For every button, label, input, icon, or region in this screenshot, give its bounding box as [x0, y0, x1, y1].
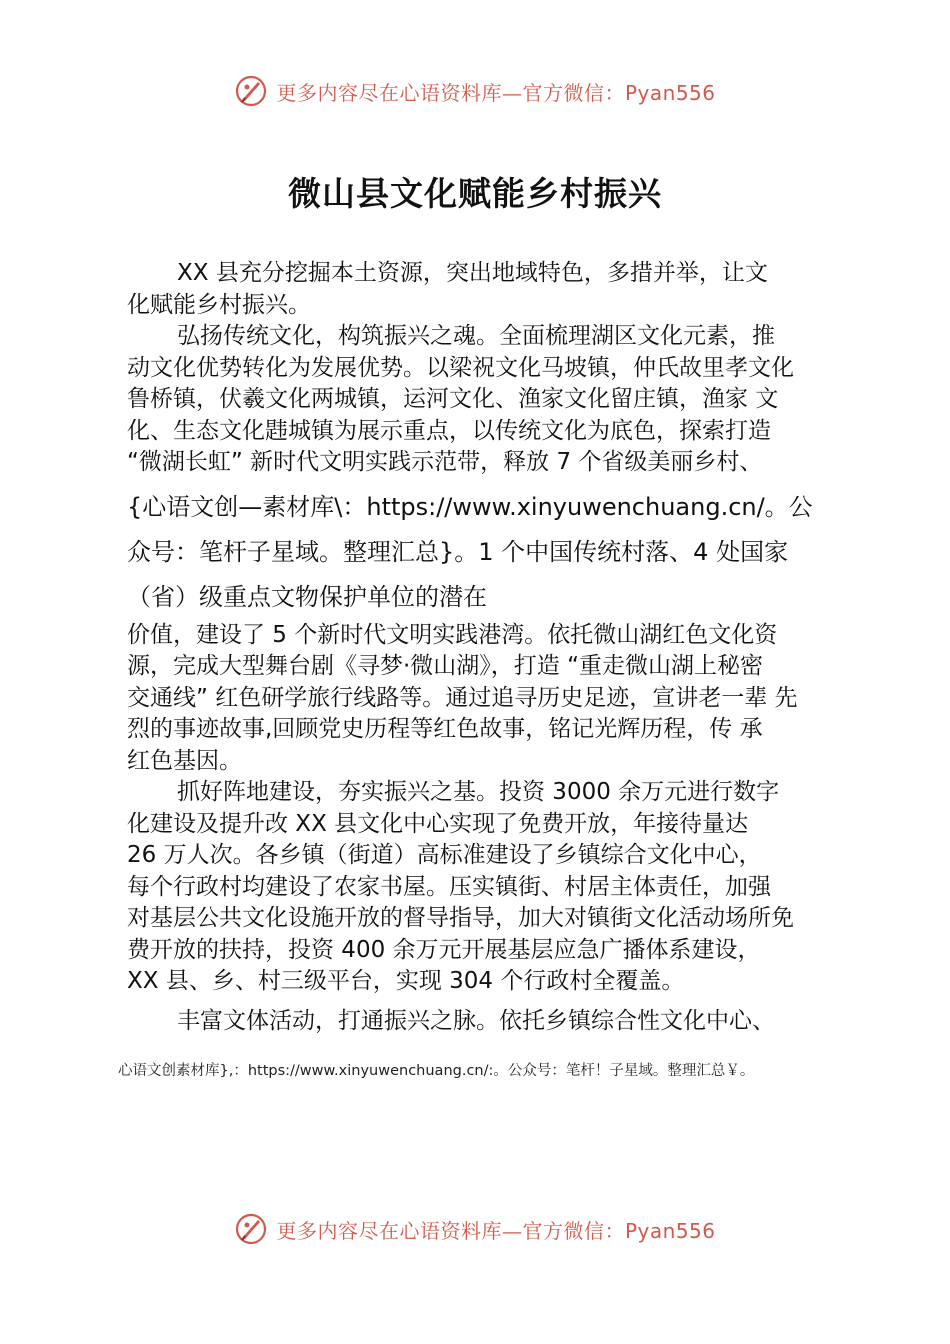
body-line: 烈的事迹故事,回顾党史历程等红色故事，铭记光辉历程，传 承	[127, 716, 763, 742]
body-line: 众号：笔杆子星域。整理汇总}。1 个中国传统村落、4 处国家	[127, 537, 789, 566]
body-line: 红色基因。	[127, 747, 242, 774]
banner-text	[276, 1215, 715, 1244]
banner-wechat-id: Pyan556	[624, 80, 716, 105]
body-line: 价值，建设了 5 个新时代文明实践港湾。依托微山湖红色文化资	[127, 621, 778, 648]
header-banner	[0, 74, 950, 108]
body-line: “微湖长虹” 新时代文明实践示范带，释放 7 个省级美丽乡村、	[127, 449, 763, 475]
body-line: {心语文创—素材库\：https://www.xinyuwenchuang.cn/。公	[127, 492, 813, 521]
banner-text	[276, 77, 715, 106]
body-line: 化赋能乡村振兴。	[127, 291, 311, 318]
body-line: 动文化优势转化为发展优势。以梁祝文化马坡镇，仲氏故里孝文化	[127, 354, 794, 381]
body-line: 26 万人次。各乡镇（街道）高标准建设了乡镇综合文化中心，	[127, 842, 762, 868]
body-line: 鲁桥镇，伏羲文化两城镇，运河文化、渔家文化留庄镇，渔家 文	[127, 386, 779, 412]
banner-label: 更多内容尽在心语资料库—官方微信：	[276, 1218, 625, 1243]
body-line: 交通线” 红色研学旅行线路等。通过追寻历史足迹，宣讲老一辈 先	[127, 684, 798, 711]
body-line: 化建设及提升改 XX 县文化中心实现了免费开放，年接待量达	[127, 810, 749, 837]
body-line: 化、生态文化韪城镇为展示重点，以传统文化为底色，探索打造	[127, 417, 771, 444]
body-line: 费开放的扶持，投资 400 余万元开展基层应急广播体系建设，	[127, 936, 761, 963]
body-line: 对基层公共文化设施开放的督导指导，加大对镇街文化活动场所免	[127, 905, 794, 931]
banner-label: 更多内容尽在心语资料库—官方微信：	[276, 80, 625, 105]
footer-note: 心语文创素材库},：https://www.xinyuwenchuang.cn/:。公众号：笔杆！子星域。整理汇总￥。	[118, 1063, 755, 1079]
body-line: 源，完成大型舞台剧《寻梦·微山湖》，打造 “重走微山湖上秘密	[127, 653, 764, 679]
document-title: 微山县文化赋能乡村振兴	[288, 174, 662, 213]
body-line: 弘扬传统文化，构筑振兴之魂。全面梳理湖区文化元素，推	[177, 323, 775, 349]
body-line: 每个行政村均建设了农家书屋。压实镇街、村居主体责任，加强	[127, 873, 771, 900]
quill-pen-logo-icon	[234, 1212, 268, 1246]
banner-wechat-id: Pyan556	[624, 1218, 716, 1243]
body-line: XX 县充分挖掘本土资源，突出地域特色，多措并举，让文	[177, 260, 768, 286]
body-line: （省）级重点文物保护单位的潜在	[127, 582, 487, 611]
body-line: 抓好阵地建设，夯实振兴之基。投资 3000 余万元进行数字	[177, 779, 780, 805]
body-line: XX 县、乡、村三级平台，实现 304 个行政村全覆盖。	[127, 968, 685, 994]
quill-pen-logo-icon	[234, 74, 268, 108]
document-body	[127, 258, 847, 1037]
footer-banner	[0, 1212, 950, 1246]
body-line: 丰富文体活动，打通振兴之脉。依托乡镇综合性文化中心、	[177, 1007, 775, 1034]
